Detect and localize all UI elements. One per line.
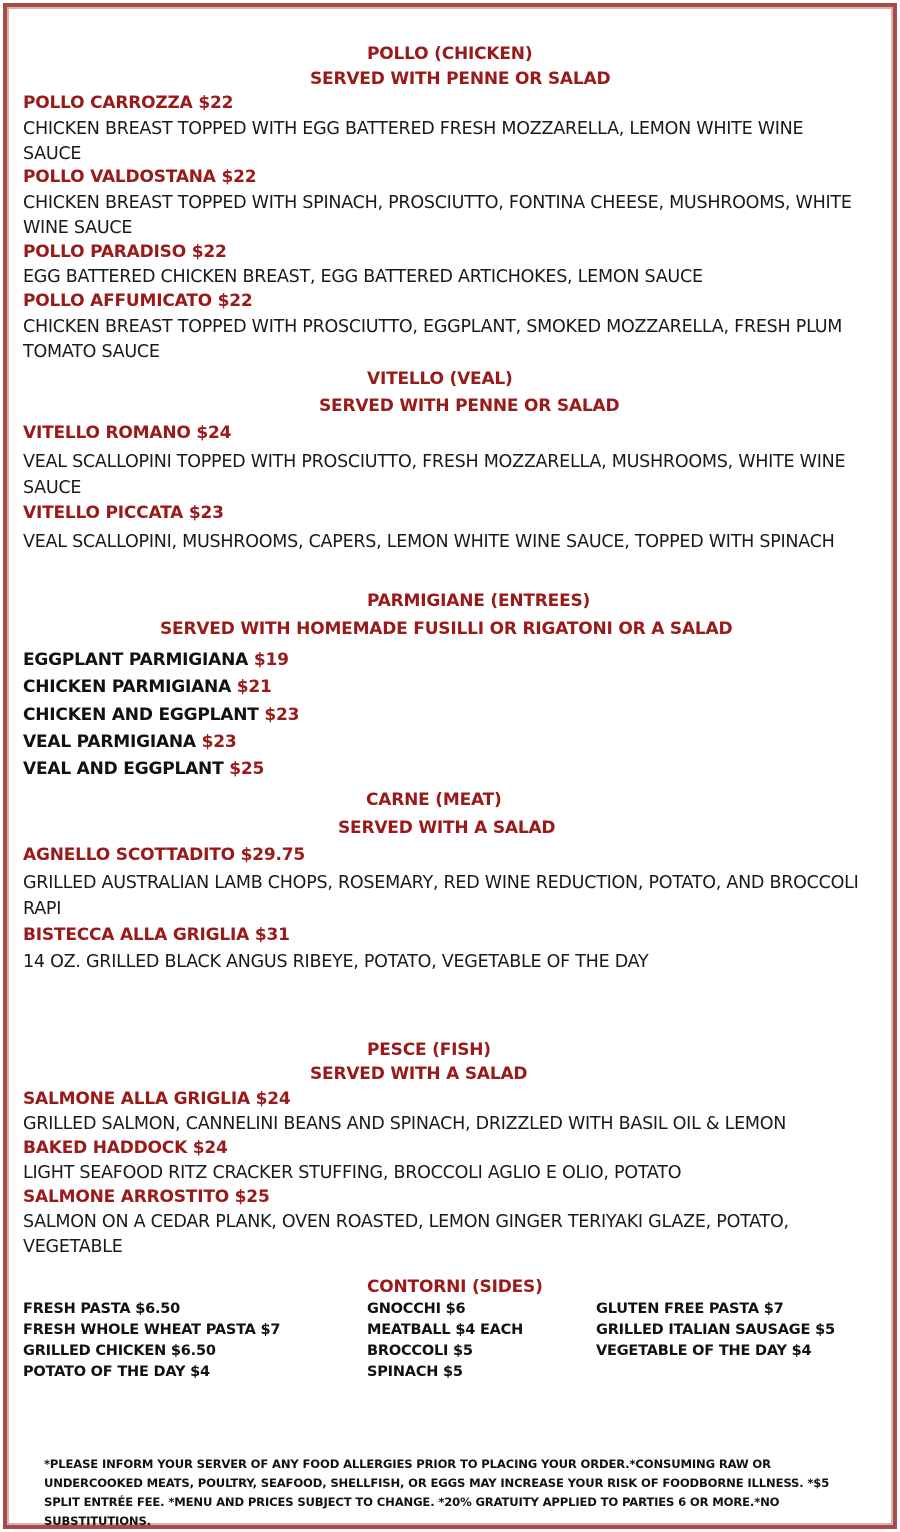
menu-item-name: POLLO VALDOSTANA $22 (23, 167, 257, 187)
side-item: GRILLED ITALIAN SAUSAGE $5 (596, 1322, 835, 1338)
menu-item-desc: 14 OZ. GRILLED BLACK ANGUS RIBEYE, POTATO, VEGETABLE OF THE DAY (23, 952, 649, 972)
parmigiana-item-name: CHICKEN AND EGGPLANT (23, 705, 259, 725)
parmigiana-item (23, 650, 289, 670)
menu-item-name: POLLO CARROZZA $22 (23, 93, 234, 113)
parmigiana-item-price: $25 (229, 759, 265, 779)
pollo-title: POLLO (CHICKEN) (367, 44, 533, 64)
menu-item-name: SALMONE ALLA GRIGLIA $24 (23, 1089, 291, 1109)
menu-item-desc: VEAL SCALLOPINI TOPPED WITH PROSCIUTTO, FRESH MOZZARELLA, MUSHROOMS, WHITE WINE SAUCE (23, 452, 846, 498)
pesce-subtitle: SERVED WITH A SALAD (310, 1064, 528, 1084)
carne-subtitle: SERVED WITH A SALAD (338, 818, 556, 838)
vitello-title: VITELLO (VEAL) (367, 369, 513, 389)
parmigiana-item-price: $21 (236, 677, 272, 697)
contorni-title: CONTORNI (SIDES) (367, 1277, 543, 1297)
parmigiana-item-name: EGGPLANT PARMIGIANA (23, 650, 249, 670)
parmigiana-item (23, 732, 237, 752)
menu-item-desc: CHICKEN BREAST TOPPED WITH SPINACH, PROSCIUTTO, FONTINA CHEESE, MUSHROOMS, WHITE WINE SAUCE (23, 193, 852, 238)
menu-item-desc: CHICKEN BREAST TOPPED WITH PROSCIUTTO, EGGPLANT, SMOKED MOZZARELLA, FRESH PLUM TOMATO SAUCE (23, 317, 843, 362)
parmigiana-item-price: $23 (264, 705, 300, 725)
menu-item-desc: GRILLED SALMON, CANNELINI BEANS AND SPINACH, DRIZZLED WITH BASIL OIL & LEMON (23, 1114, 787, 1134)
menu-item-desc: EGG BATTERED CHICKEN BREAST, EGG BATTERED ARTICHOKES, LEMON SAUCE (23, 267, 703, 287)
parmigiane-title: PARMIGIANE (ENTREES) (367, 591, 591, 611)
side-item: MEATBALL $4 EACH (367, 1322, 524, 1338)
pollo-subtitle: SERVED WITH PENNE OR SALAD (310, 69, 611, 89)
side-item: FRESH PASTA $6.50 (23, 1301, 181, 1317)
side-item: GNOCCHI $6 (367, 1301, 466, 1317)
menu-item-name: POLLO PARADISO $22 (23, 242, 227, 262)
parmigiana-item (23, 677, 272, 697)
menu-item-name: VITELLO PICCATA $23 (23, 503, 224, 523)
parmigiana-item (23, 705, 299, 725)
menu-item-desc: GRILLED AUSTRALIAN LAMB CHOPS, ROSEMARY, RED WINE REDUCTION, POTATO, AND BROCCOLI RAPI (23, 873, 859, 919)
menu-item-desc: SALMON ON A CEDAR PLANK, OVEN ROASTED, LEMON GINGER TERIYAKI GLAZE, POTATO, VEGETABLE (23, 1212, 789, 1257)
menu-item-name: VITELLO ROMANO $24 (23, 423, 232, 443)
side-item: POTATO OF THE DAY $4 (23, 1364, 210, 1380)
parmigiana-item-name: VEAL AND EGGPLANT (23, 759, 224, 779)
side-item: SPINACH $5 (367, 1364, 463, 1380)
footer-disclaimer: *PLEASE INFORM YOUR SERVER OF ANY FOOD ALLERGIES PRIOR TO PLACING YOUR ORDER.*CONSUMING RAW OR UNDERCOOKED MEATS, POULTRY, SEAFOOD, SHELLFISH, OR EGGS MAY INCREASE YOUR RISK OF FOODBORNE ILLNESS. *$5 SPLIT ENTRÉE FEE. *MENU AND PRICES SUBJECT TO CHANGE. *20% GRATUITY APPLIED TO PARTIES 6 OR MORE.*NO SUBSTITUTIONS. (44, 1457, 830, 1528)
menu-item-name: BAKED HADDOCK $24 (23, 1138, 228, 1158)
carne-title: CARNE (MEAT) (366, 790, 502, 810)
side-item: FRESH WHOLE WHEAT PASTA $7 (23, 1322, 281, 1338)
pesce-title: PESCE (FISH) (367, 1040, 491, 1060)
parmigiana-item-price: $19 (253, 650, 289, 670)
vitello-subtitle: SERVED WITH PENNE OR SALAD (319, 396, 620, 416)
parmigiana-item-name: VEAL PARMIGIANA (23, 732, 196, 752)
parmigiana-item (23, 759, 264, 779)
side-item: VEGETABLE OF THE DAY $4 (596, 1343, 812, 1359)
menu-item-desc: VEAL SCALLOPINI, MUSHROOMS, CAPERS, LEMON WHITE WINE SAUCE, TOPPED WITH SPINACH (23, 532, 835, 552)
menu-item-name: BISTECCA ALLA GRIGLIA $31 (23, 925, 290, 945)
parmigiane-subtitle: SERVED WITH HOMEMADE FUSILLI OR RIGATONI OR A SALAD (160, 619, 733, 639)
parmigiana-item-price: $23 (201, 732, 237, 752)
side-item: BROCCOLI $5 (367, 1343, 473, 1359)
menu-item-name: AGNELLO SCOTTADITO $29.75 (23, 845, 305, 865)
side-item: GRILLED CHICKEN $6.50 (23, 1343, 216, 1359)
menu-item-name: POLLO AFFUMICATO $22 (23, 291, 253, 311)
parmigiana-item-name: CHICKEN PARMIGIANA (23, 677, 232, 697)
menu-item-name: SALMONE ARROSTITO $25 (23, 1187, 270, 1207)
menu-item-desc: CHICKEN BREAST TOPPED WITH EGG BATTERED FRESH MOZZARELLA, LEMON WHITE WINE SAUCE (23, 119, 804, 164)
menu-item-desc: LIGHT SEAFOOD RITZ CRACKER STUFFING, BROCCOLI AGLIO E OLIO, POTATO (23, 1163, 682, 1183)
side-item: GLUTEN FREE PASTA $7 (596, 1301, 784, 1317)
